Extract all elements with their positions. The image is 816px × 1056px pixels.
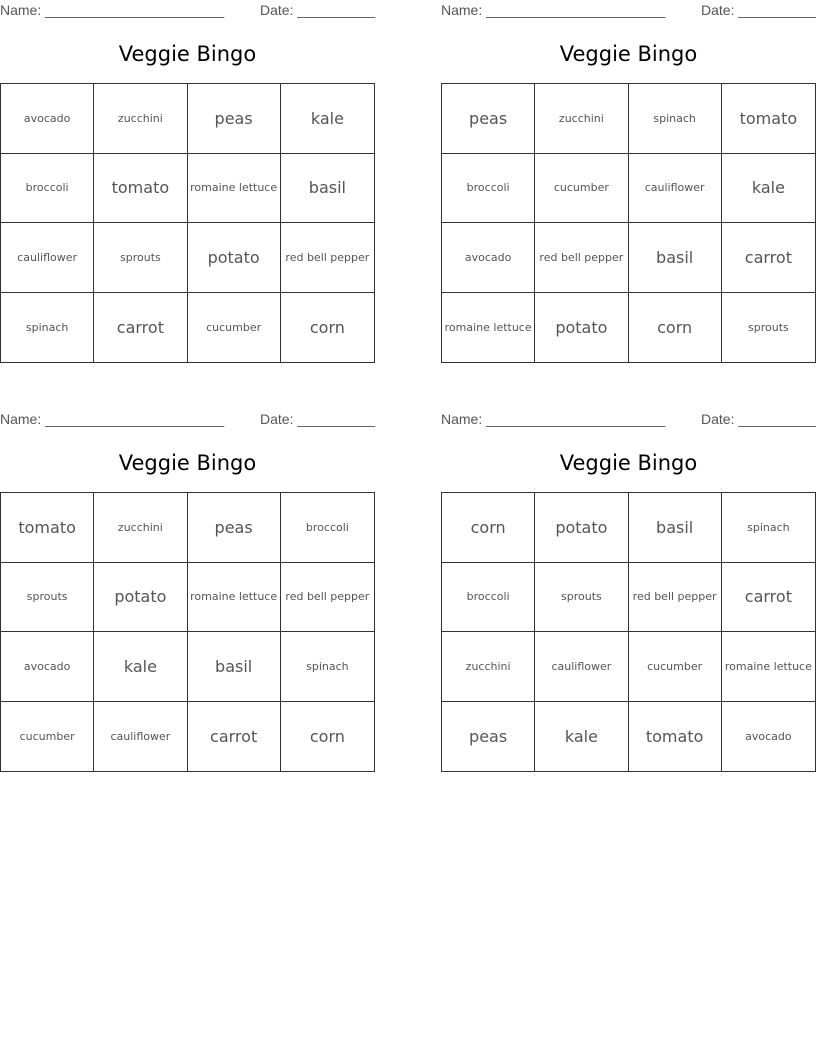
bingo-cell: broccoli xyxy=(442,154,535,224)
date-field-label: Date: __________ xyxy=(260,411,376,427)
bingo-cell: cauliflower xyxy=(1,223,94,293)
bingo-grid xyxy=(0,83,375,363)
bingo-card xyxy=(441,409,816,772)
bingo-cell: carrot xyxy=(722,563,815,633)
bingo-cell: avocado xyxy=(745,729,792,743)
bingo-cell: basil xyxy=(629,493,722,563)
bingo-cell: romaine lettuce xyxy=(442,293,535,363)
bingo-cell: basil xyxy=(281,154,374,224)
bingo-cell: carrot xyxy=(722,223,815,293)
bingo-cell: avocado xyxy=(1,632,94,702)
bingo-cell: spinach xyxy=(629,84,722,154)
bingo-grid xyxy=(0,492,375,772)
bingo-cell: cucumber xyxy=(535,154,628,224)
bingo-cell: corn xyxy=(309,726,345,746)
bingo-cell: corn xyxy=(629,293,722,363)
card-title: Veggie Bingo xyxy=(559,451,698,475)
bingo-cell: zucchini xyxy=(94,84,187,154)
name-date-row xyxy=(0,411,375,429)
bingo-cell: tomato xyxy=(1,493,94,563)
bingo-cell: spinach xyxy=(1,293,94,363)
card-title: Veggie Bingo xyxy=(118,42,257,66)
bingo-cell: corn xyxy=(309,317,345,337)
bingo-grid xyxy=(441,83,816,363)
bingo-card xyxy=(441,0,816,363)
bingo-cell: basil xyxy=(188,632,281,702)
bingo-cell: cucumber xyxy=(1,702,94,772)
bingo-cell: kale xyxy=(94,632,187,702)
bingo-cell: carrot xyxy=(94,293,187,363)
bingo-cell: red bell pepper xyxy=(629,563,722,633)
name-field-label: Name: _______________________ xyxy=(0,2,225,18)
bingo-cell: romaine lettuce xyxy=(188,154,281,224)
date-field-label: Date: __________ xyxy=(260,2,376,18)
bingo-cell: broccoli xyxy=(1,154,94,224)
bingo-cell: spinach xyxy=(722,493,815,563)
bingo-cell: broccoli xyxy=(281,493,374,563)
bingo-cell: romaine lettuce xyxy=(722,632,815,702)
bingo-cell: peas xyxy=(442,702,535,772)
bingo-cell: corn xyxy=(442,493,535,563)
bingo-cell: sprouts xyxy=(94,223,187,293)
bingo-cell: peas xyxy=(442,84,535,154)
bingo-cell: potato xyxy=(535,493,628,563)
bingo-cell: zucchini xyxy=(535,84,628,154)
bingo-cell: broccoli xyxy=(442,563,535,633)
bingo-cell: red bell pepper xyxy=(281,563,374,633)
name-field-label: Name: _______________________ xyxy=(441,2,666,18)
bingo-card xyxy=(0,409,375,772)
bingo-cell: avocado xyxy=(1,84,94,154)
bingo-cell: tomato xyxy=(94,154,187,224)
bingo-cell: kale xyxy=(722,154,815,224)
bingo-cell: spinach xyxy=(281,632,374,702)
date-field-label: Date: __________ xyxy=(701,411,816,427)
bingo-cell: tomato xyxy=(629,702,722,772)
name-date-row xyxy=(441,411,816,429)
bingo-cell: tomato xyxy=(722,84,815,154)
bingo-cell: cauliflower xyxy=(535,632,628,702)
bingo-cell: sprouts xyxy=(748,320,789,334)
bingo-cell: kale xyxy=(535,702,628,772)
bingo-grid xyxy=(441,492,816,772)
card-title: Veggie Bingo xyxy=(118,451,257,475)
bingo-cell: peas xyxy=(188,84,281,154)
date-field-label: Date: __________ xyxy=(701,2,816,18)
bingo-cell: cauliflower xyxy=(94,702,187,772)
bingo-cell: red bell pepper xyxy=(281,223,374,293)
bingo-cell: potato xyxy=(535,293,628,363)
bingo-cell: cucumber xyxy=(188,293,281,363)
bingo-card xyxy=(0,0,375,363)
bingo-cell: red bell pepper xyxy=(535,223,628,293)
name-field-label: Name: _______________________ xyxy=(0,411,225,427)
bingo-cell: romaine lettuce xyxy=(188,563,281,633)
name-date-row xyxy=(441,2,816,20)
bingo-cell: sprouts xyxy=(535,563,628,633)
name-date-row xyxy=(0,2,375,20)
bingo-cell: kale xyxy=(281,84,374,154)
bingo-cell: zucchini xyxy=(94,493,187,563)
name-field-label: Name: _______________________ xyxy=(441,411,666,427)
bingo-cell: peas xyxy=(188,493,281,563)
bingo-cell: cauliflower xyxy=(629,154,722,224)
bingo-cell: zucchini xyxy=(442,632,535,702)
bingo-cell: avocado xyxy=(442,223,535,293)
bingo-cell: potato xyxy=(188,223,281,293)
bingo-cell: sprouts xyxy=(1,563,94,633)
bingo-cell: potato xyxy=(94,563,187,633)
bingo-cell: basil xyxy=(629,223,722,293)
bingo-cell: cucumber xyxy=(629,632,722,702)
bingo-cell: carrot xyxy=(188,702,281,772)
card-title: Veggie Bingo xyxy=(559,42,698,66)
